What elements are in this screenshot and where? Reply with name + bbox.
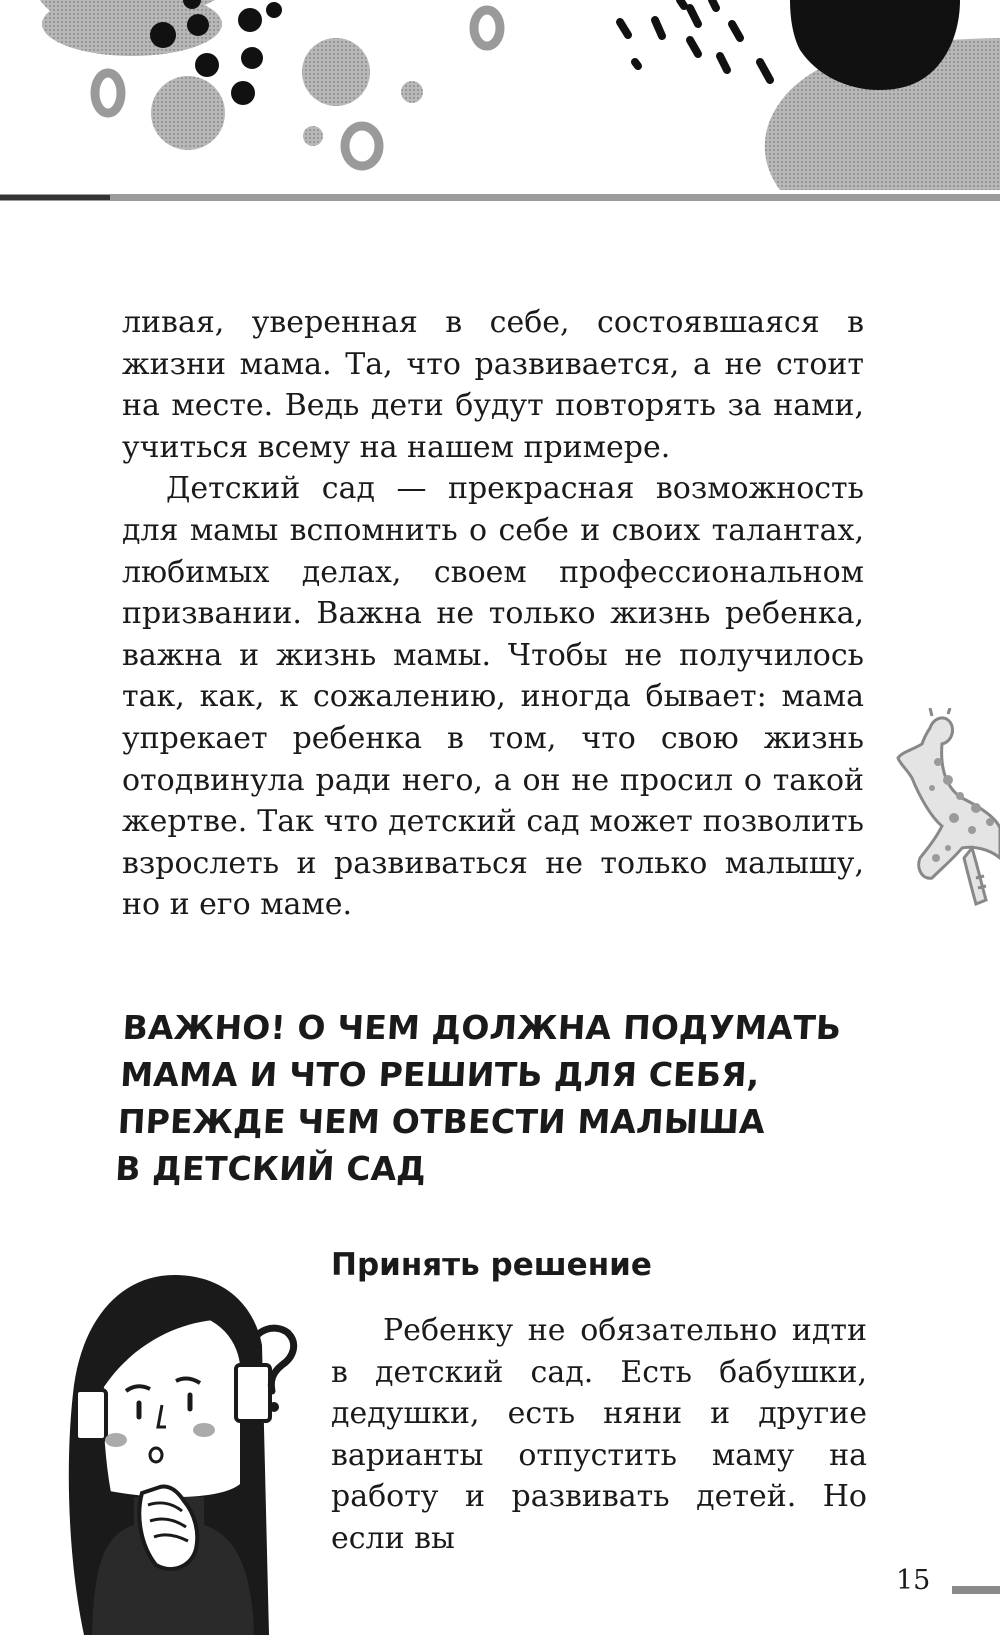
footer-divider	[952, 1586, 1000, 1594]
thinking-woman-question-icon	[64, 1265, 314, 1635]
body-paragraph-2: Детский сад — прекрасная возможность для мамы вспомнить о себе и своих талантах, любимых делах, своем профессиональном призвании. Важна не только жизнь ребенка, важна и жизнь мамы. Чтобы не получилось так, как, к сожалению, иногда бывает: мама упрекает ребенка в том, что свою жизнь отодвинула ради него, а он не просил о такой жертве. Так что детский сад может позволить взрослеть и развиваться не только малышу, но и его маме.	[122, 471, 864, 923]
body-paragraph-1: ливая, уверенная в себе, состоявшаяся в жизни мама. Та, что развивается, а не стоит на месте. Ведь дети будут повторять за нами, учиться всему на нашем примере.	[122, 305, 864, 465]
header-divider	[0, 192, 1000, 204]
page-number: 15	[896, 1565, 931, 1596]
section-title: Принять решение	[331, 1247, 652, 1283]
section-text	[331, 1310, 867, 1560]
important-heading-line-3: ПРЕЖДЕ ЧЕМ ОТВЕСТИ МАЛЫША	[116, 1102, 766, 1141]
important-heading-line-2: МАМА И ЧТО РЕШИТЬ ДЛЯ СЕБЯ,	[119, 1055, 761, 1094]
section-paragraph: Ребенку не обязательно идти в детский сад. Есть бабушки, дедушки, есть няни и другие варианты отпустить маму на работу и развивать детей. Но если вы	[331, 1313, 867, 1556]
body-text	[122, 302, 864, 926]
important-heading-line-1: ВАЖНО! О ЧЕМ ДОЛЖНА ПОДУМАТЬ	[121, 1008, 843, 1047]
important-heading	[114, 1004, 864, 1192]
abstract-dots-blobs-icon	[0, 0, 1000, 205]
important-heading-line-4: В ДЕТСКИЙ САД	[114, 1149, 428, 1188]
toy-giraffe-icon	[892, 708, 1000, 908]
